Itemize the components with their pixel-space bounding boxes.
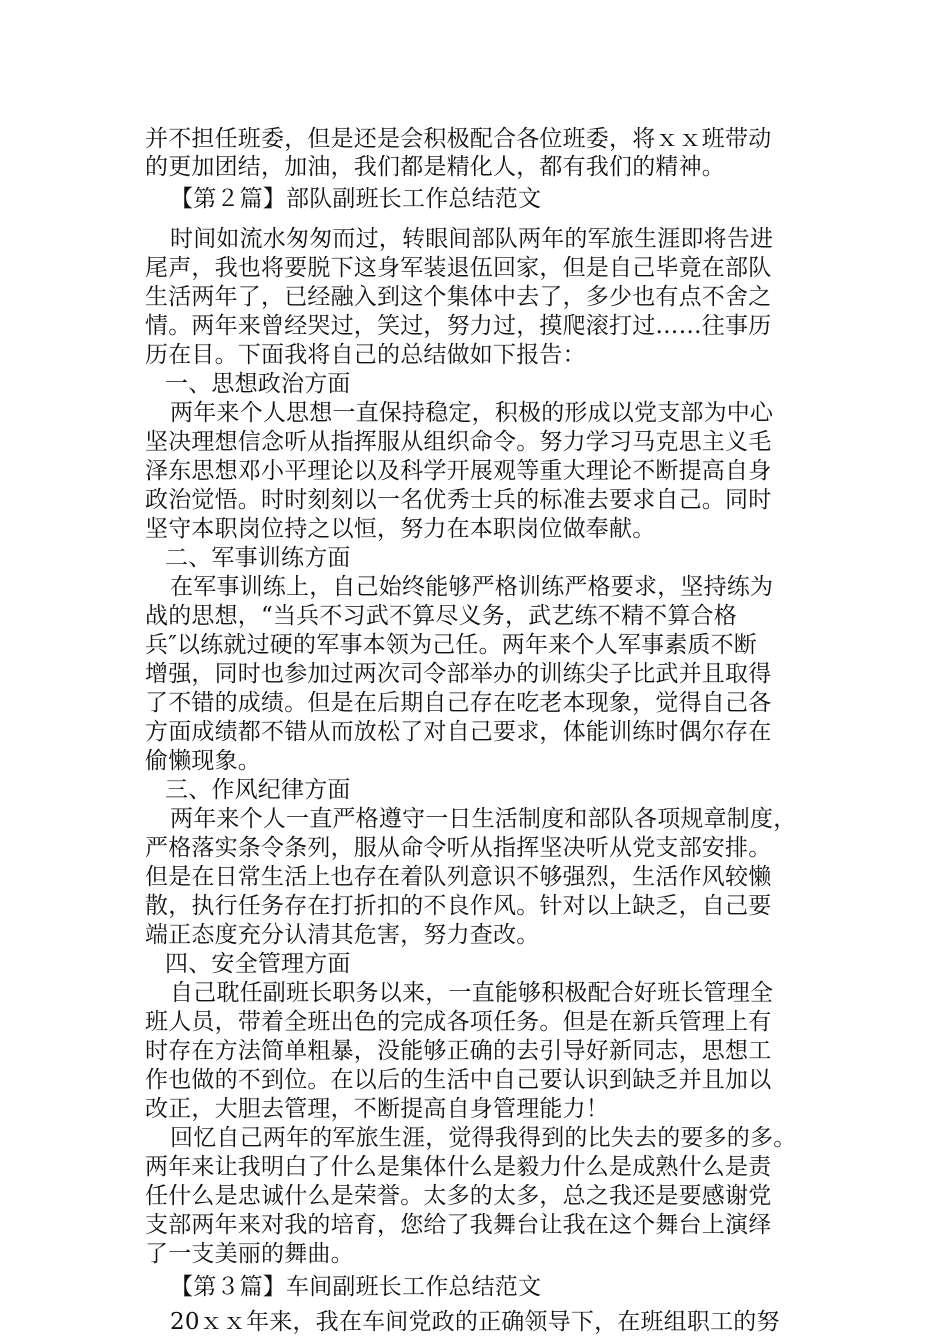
paragraph-line: 两年来个人一直严格遵守一日生活制度和部队各项规章制度， [170, 806, 797, 832]
paragraph-line: 作也做的不到位。在以后的生活中自己要认识到缺乏并且加以 [145, 1067, 772, 1093]
paragraph-line: 泽东思想邓小平理论以及科学开展观等重大理论不断提高自身 [145, 458, 772, 484]
paragraph-line: 严格落实条令条列，服从命令听从指挥坚决听从党支部安排。 [145, 835, 772, 861]
paragraph-line: 历在目。下面我将自己的总结做如下报告： [145, 342, 586, 368]
paragraph-line: 坚守本职岗位持之以恒，努力在本职岗位做奉献。 [145, 516, 656, 542]
paragraph-line: 并不担任班委，但是还是会积极配合各位班委，将ｘｘ班带动 [145, 126, 772, 152]
paragraph-line: 方面成绩都不错从而放松了对自己要求，体能训练时偶尔存在 [145, 719, 772, 745]
paragraph-line: 时间如流水匆匆而过，转眼间部队两年的军旅生涯即将告进 [170, 226, 774, 252]
paragraph-line: 任什么是忠诚什么是荣誉。太多的太多，总之我还是要感谢党 [145, 1183, 772, 1209]
paragraph-line: 自己耽任副班长职务以来，一直能够积极配合好班长管理全 [170, 980, 774, 1006]
paragraph-line: 情。两年来曾经哭过，笑过，努力过，摸爬滚打过……往事历 [145, 313, 772, 339]
paragraph-line: 班人员，带着全班出色的完成各项任务。但是在新兵管理上有 [145, 1009, 772, 1035]
paragraph-line: 但是在日常生活上也存在着队列意识不够强烈，生活作风较懒 [145, 864, 772, 890]
paragraph-line: 偷懒现象。 [145, 748, 261, 774]
paragraph-line: 增强，同时也参加过两次司令部举办的训练尖子比武并且取得 [145, 661, 772, 687]
section-heading-2: 【第２篇】部队副班长工作总结范文 [170, 186, 542, 212]
subheading-politics: 一、思想政治方面 [165, 371, 351, 397]
subheading-training: 二、军事训练方面 [165, 545, 351, 571]
paragraph-line: 兵″以练就过硬的军事本领为己任。两年来个人军事素质不断 [145, 632, 757, 658]
paragraph-line: 生活两年了，已经融入到这个集体中去了，多少也有点不舍之 [145, 284, 772, 310]
subheading-safety: 四、安全管理方面 [165, 951, 351, 977]
paragraph-line: 了一支美丽的舞曲。 [145, 1241, 354, 1267]
paragraph-line: 改正，大胆去管理，不断提高自身管理能力！ [145, 1096, 609, 1122]
paragraph-line: 端正态度充分认清其危害，努力查改。 [145, 922, 540, 948]
paragraph-line: 时存在方法简单粗暴，没能够正确的去引导好新同志，思想工 [145, 1038, 772, 1064]
paragraph-line: 20ｘｘ年来，我在车间党政的正确领导下，在班组职工的努 [170, 1309, 780, 1335]
paragraph-line: 尾声，我也将要脱下这身军装退伍回家，但是自己毕竟在部队 [145, 255, 772, 281]
subheading-discipline: 三、作风纪律方面 [165, 777, 351, 803]
paragraph-line: 两年来让我明白了什么是集体什么是毅力什么是成熟什么是责 [145, 1154, 772, 1180]
paragraph-line: 的更加团结，加油，我们都是精化人，都有我们的精神。 [145, 154, 725, 180]
paragraph-line: 支部两年来对我的培育，您给了我舞台让我在这个舞台上演绎 [145, 1212, 772, 1238]
paragraph-line: 了不错的成绩。但是在后期自己存在吃老本现象，觉得自己各 [145, 690, 772, 716]
paragraph-line: 坚决理想信念听从指挥服从组织命令。努力学习马克思主义毛 [145, 429, 772, 455]
paragraph-line: 战的思想，“当兵不习武不算尽义务，武艺练不精不算合格 [145, 603, 737, 629]
paragraph-line: 在军事训练上，自己始终能够严格训练严格要求，坚持练为 [170, 574, 774, 600]
paragraph-line: 政治觉悟。时时刻刻以一名优秀士兵的标准去要求自己。同时 [145, 487, 772, 513]
paragraph-line: 回忆自己两年的军旅生涯，觉得我得到的比失去的要多的多。 [170, 1125, 797, 1151]
section-heading-3: 【第３篇】车间副班长工作总结范文 [170, 1274, 542, 1300]
paragraph-line: 两年来个人思想一直保持稳定，积极的形成以党支部为中心 [170, 400, 774, 426]
paragraph-line: 散，执行任务存在打折扣的不良作风。针对以上缺乏，自己要 [145, 893, 772, 919]
